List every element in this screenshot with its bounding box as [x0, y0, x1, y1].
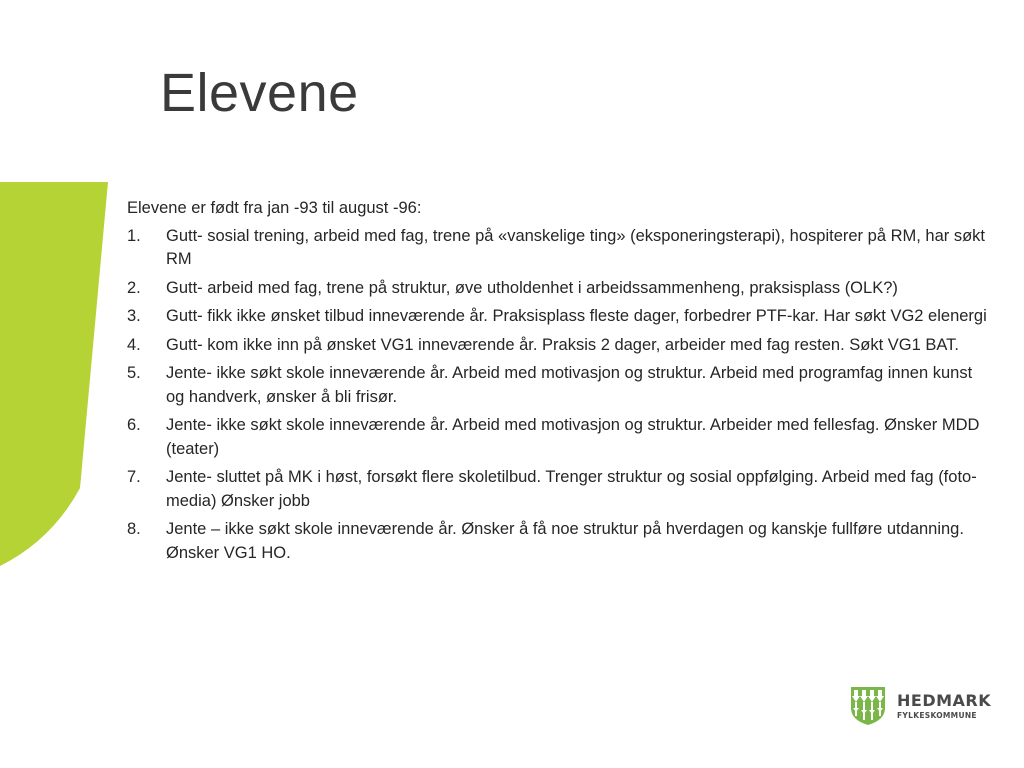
list-item-text: Jente- sluttet på MK i høst, forsøkt flere skoletilbud. Trenger struktur og sosial oppfølging. Arbeid med fag (foto-media) Ønsker jobb — [166, 468, 977, 510]
list-item-number: 3. — [127, 307, 141, 325]
list-item — [127, 518, 987, 565]
logo-name: HEDMARK — [897, 690, 992, 710]
list-item — [127, 414, 987, 461]
list-item-number: 8. — [127, 520, 141, 538]
list-item-text: Gutt- fikk ikke ønsket tilbud inneværende år. Praksisplass fleste dager, forbedrer PTF-kar. Har søkt VG2 elenergi — [166, 307, 987, 325]
hedmark-coat-of-arms-icon — [850, 686, 886, 726]
list-item-number: 5. — [127, 364, 141, 382]
slide-title: Elevene — [160, 63, 359, 123]
list-item — [127, 305, 987, 329]
list-item — [127, 362, 987, 409]
list-item-text: Gutt- kom ikke inn på ønsket VG1 inneværende år. Praksis 2 dager, arbeider med fag resten. Søkt VG1 BAT. — [166, 335, 959, 354]
list-item — [127, 225, 987, 272]
list-item-number: 1. — [127, 226, 141, 245]
student-list — [127, 225, 987, 566]
list-item-text: Jente- ikke søkt skole inneværende år. Arbeid med motivasjon og struktur. Arbeider med fellesfag. Ønsker MDD (teater) — [166, 416, 980, 458]
list-item-text: Gutt- sosial trening, arbeid med fag, trene på «vanskelige ting» (eksponeringsterapi), hospiterer på RM, har søkt RM — [166, 226, 985, 268]
list-item-text: Gutt- arbeid med fag, trene på struktur, øve utholdenhet i arbeidssammenheng, praksisplass (OLK?) — [166, 278, 898, 297]
list-item-number: 2. — [127, 278, 141, 297]
logo-text — [897, 690, 992, 720]
slide-body — [127, 197, 987, 570]
list-item — [127, 277, 987, 301]
list-item — [127, 466, 987, 513]
list-item — [127, 334, 987, 358]
list-item-text: Jente – ikke søkt skole inneværende år. Ønsker å få noe struktur på hverdagen og kanskje fullføre utdanning. Ønsker VG1 HO. — [166, 520, 964, 562]
list-item-number: 7. — [127, 468, 141, 486]
logo-subtitle: FYLKESKOMMUNE — [897, 710, 977, 720]
hedmark-logo — [850, 686, 991, 726]
green-accent-shape — [0, 0, 120, 768]
intro-text: Elevene er født fra jan -93 til august -96: — [127, 199, 422, 217]
list-item-text: Jente- ikke søkt skole inneværende år. Arbeid med motivasjon og struktur. Arbeid med programfag innen kunst og handverk, ønsker å bli frisør. — [166, 364, 973, 406]
list-item-number: 6. — [127, 416, 141, 434]
list-item-number: 4. — [127, 335, 141, 354]
